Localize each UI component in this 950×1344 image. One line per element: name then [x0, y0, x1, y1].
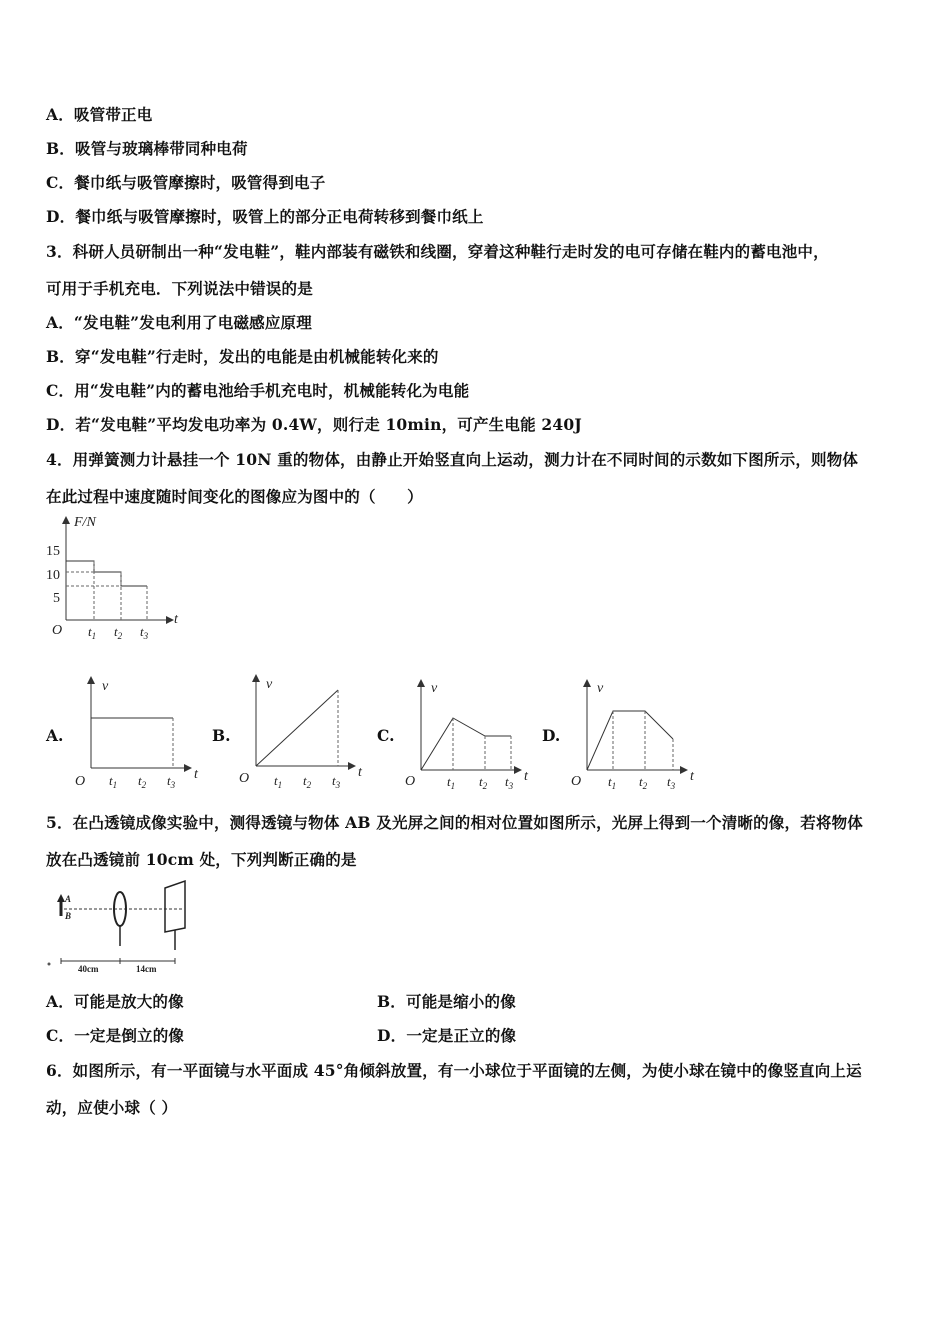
q6-stem-line2: 动，应使小球（ ） — [46, 1098, 178, 1117]
q2-option-c: C．餐巾纸与吸管摩擦时，吸管得到电子 — [46, 173, 326, 192]
f-ytick-5: 5 — [53, 591, 60, 606]
q3-option-c: C．用“发电鞋”内的蓄电池给手机充电时，机械能转化为电能 — [46, 381, 470, 400]
svg-text:14cm: 14cm — [136, 964, 157, 974]
q5-option-b: B．可能是缩小的像 — [377, 992, 516, 1011]
svg-text:O: O — [239, 771, 250, 786]
svg-text:t2: $t_2$ — [303, 773, 312, 790]
q3-option-d: D．若“发电鞋”平均发电功率为 0.4W，则行走 10min，可产生电能 240J — [46, 415, 582, 434]
svg-text:v: v — [102, 679, 109, 694]
svg-text:t2: $t_2$ — [138, 773, 147, 790]
q5-option-c: C．一定是倒立的像 — [46, 1026, 185, 1045]
q3-option-a: A．“发电鞋”发电利用了电磁感应原理 — [46, 313, 312, 332]
q5-stem-line1: 5．在凸透镜成像实验中，测得透镜与物体 AB 及光屏之间的相对位置如图所示，光屏上得到一个清晰的像，若将物体 — [46, 813, 864, 832]
f-ytick-15: 15 — [46, 544, 60, 559]
q4-option-d-label: D. — [542, 726, 561, 745]
svg-text:t1: $t_1$ — [274, 773, 283, 790]
vt-graph-b — [236, 672, 366, 792]
svg-text:t: t — [194, 767, 198, 782]
svg-text:O: O — [75, 774, 86, 789]
force-steps — [66, 561, 147, 586]
q6-stem-line1: 6．如图所示，有一平面镜与水平面成 45°角倾斜放置，有一小球位于平面镜的左侧，为使小球在镜中的像竖直向上运 — [46, 1061, 862, 1080]
q3-option-b: B．穿“发电鞋”行走时，发出的电能是由机械能转化来的 — [46, 347, 439, 366]
f-xtick-t3: $t_3$ — [140, 624, 149, 641]
f-ytick-10: 10 — [46, 568, 60, 583]
svg-text:v: v — [431, 681, 438, 696]
svg-text:t3: $t_3$ — [167, 773, 176, 790]
svg-text:40cm: 40cm — [78, 964, 99, 974]
q3-stem-line2: 可用于手机充电．下列说法中错误的是 — [46, 279, 313, 298]
q4-option-b-label: B. — [212, 726, 231, 745]
svg-text:B: B — [65, 911, 72, 921]
svg-text:t2: $t_2$ — [639, 774, 648, 791]
vt-graph-c — [402, 675, 532, 795]
svg-text:O: O — [405, 774, 416, 789]
vt-line-b — [256, 690, 338, 766]
svg-text:t: t — [358, 765, 362, 780]
svg-text:t2: $t_2$ — [479, 774, 488, 791]
q2-option-b: B．吸管与玻璃棒带同种电荷 — [46, 139, 248, 158]
f-ylabel: F/N — [74, 515, 96, 530]
svg-text:A: A — [65, 894, 72, 904]
f-xtick-t2: $t_2$ — [114, 624, 123, 641]
screen — [165, 881, 185, 932]
svg-text:t1: $t_1$ — [608, 774, 617, 791]
svg-text:t3: $t_3$ — [332, 773, 341, 790]
svg-text:O: O — [571, 774, 582, 789]
force-time-graph — [40, 510, 190, 645]
q4-stem-line2: 在此过程中速度随时间变化的图像应为图中的（ ） — [46, 487, 423, 506]
svg-text:t: t — [524, 769, 528, 784]
q4-stem-line1: 4．用弹簧测力计悬挂一个 10N 重的物体，由静止开始竖直向上运动，测力计在不同时间的示数如下图所示，则物体 — [46, 450, 859, 469]
f-xtick-t1: $t_1$ — [88, 624, 97, 641]
q3-stem-line1: 3．科研人员研制出一种“发电鞋”，鞋内部装有磁铁和线圈，穿着这种鞋行走时发的电可存储在鞋内的蓄电池中， — [46, 242, 829, 261]
svg-text:t1: $t_1$ — [447, 774, 456, 791]
svg-text:v: v — [597, 681, 604, 696]
f-origin: O — [52, 623, 63, 638]
q5-option-a: A．可能是放大的像 — [46, 992, 184, 1011]
q5-option-d: D．一定是正立的像 — [377, 1026, 517, 1045]
lens-figure — [44, 878, 204, 978]
svg-text:t: t — [690, 769, 694, 784]
q5-stem-line2: 放在凸透镜前 10cm 处，下列判断正确的是 — [46, 850, 357, 869]
vt-line-d — [587, 711, 673, 770]
q2-option-d: D．餐巾纸与吸管摩擦时，吸管上的部分正电荷转移到餐巾纸上 — [46, 207, 484, 226]
f-xlabel: t — [174, 612, 178, 627]
vt-graph-d — [568, 675, 698, 795]
svg-text:v: v — [266, 677, 273, 692]
svg-text:t3: $t_3$ — [667, 774, 676, 791]
svg-text:t3: $t_3$ — [505, 774, 514, 791]
vt-graph-a — [72, 672, 202, 792]
q4-option-a-label: A. — [46, 726, 64, 745]
q4-option-c-label: C. — [377, 726, 395, 745]
svg-text:t1: $t_1$ — [109, 773, 118, 790]
vt-line-c — [421, 718, 511, 770]
q2-option-a: A．吸管带正电 — [46, 105, 153, 124]
